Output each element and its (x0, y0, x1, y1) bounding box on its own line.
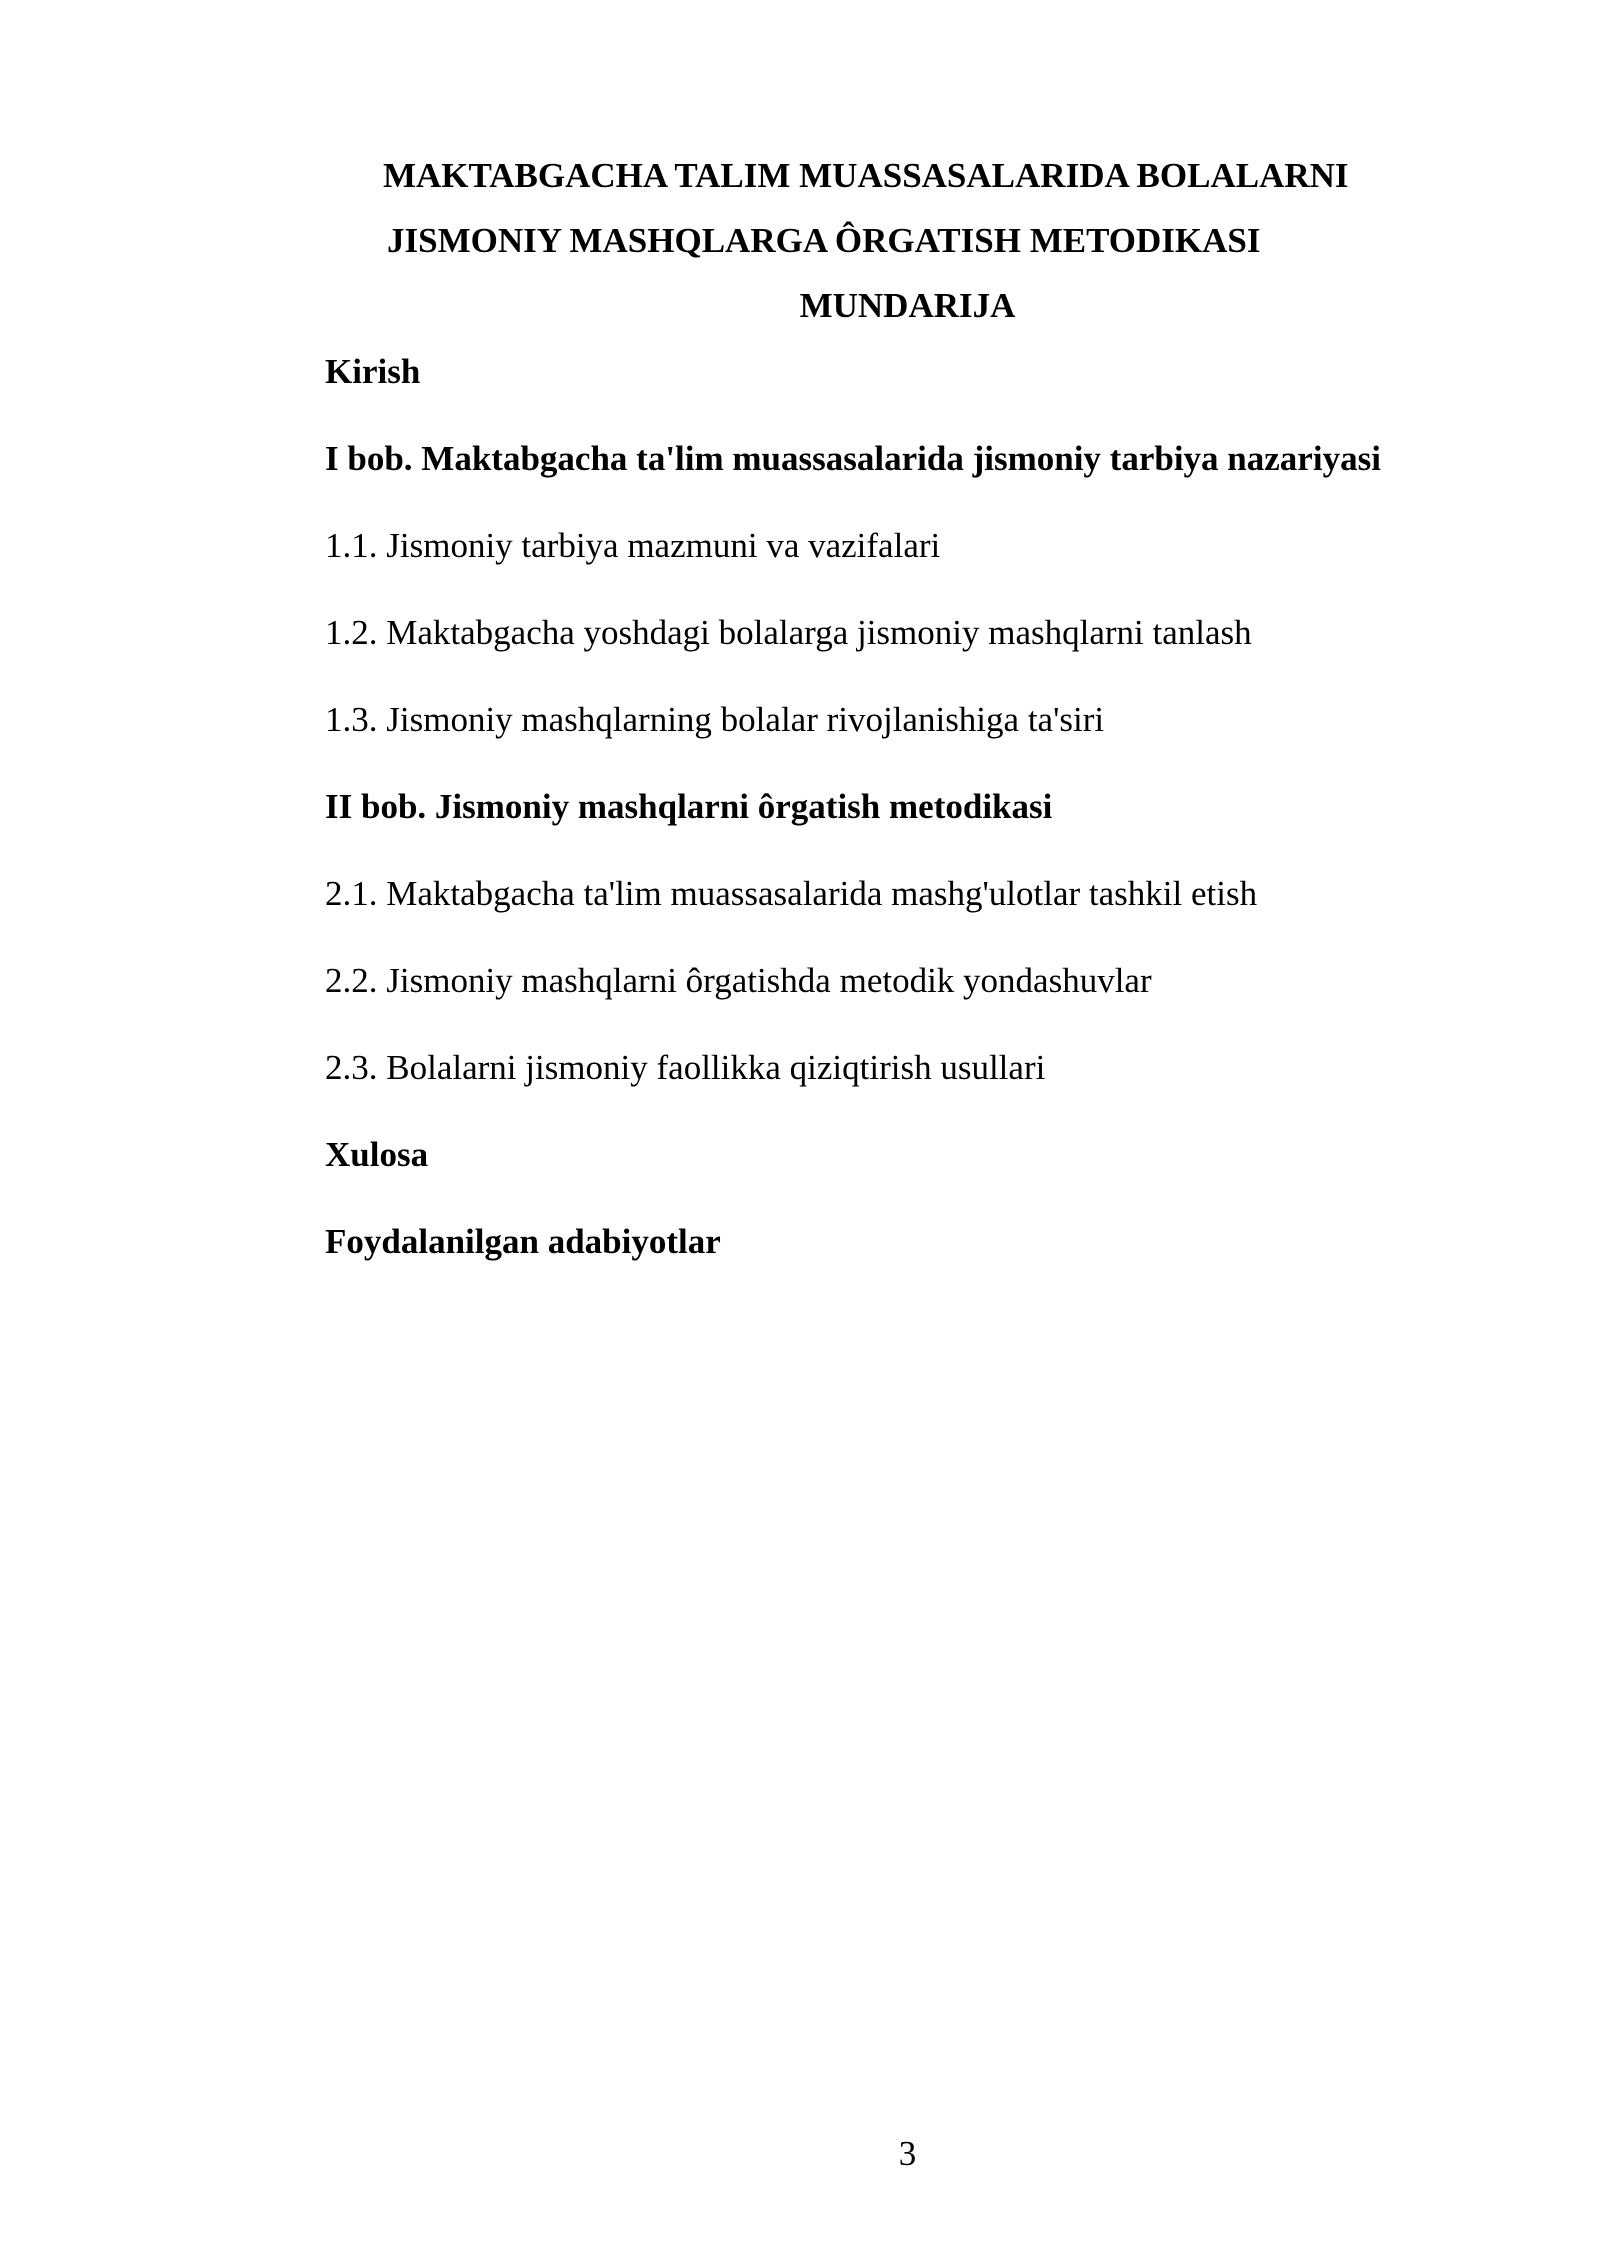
page-number: 3 (898, 2134, 917, 2173)
document-title-line-2: JISMONIY MASHQLARGA ÔRGATISH METODIKASI (387, 221, 1261, 260)
table-of-contents (325, 352, 1525, 1262)
toc-entry-conclusion: Xulosa (325, 1135, 429, 1174)
contents-heading: MUNDARIJA (799, 286, 1016, 325)
toc-entry-chapter-1: I bob. Maktabgacha ta'lim muassasalarida jismoniy tarbiya nazariyasi (325, 439, 1381, 478)
toc-entry-section-1-3: 1.3. Jismoniy mashqlarning bolalar rivojlanishiga ta'siri (325, 700, 1105, 739)
document-title-line-1: MAKTABGACHA TALIM MUASSASALARIDA BOLALARNI (383, 156, 1349, 195)
toc-entry-introduction: Kirish (325, 352, 421, 391)
toc-entry-section-1-2: 1.2. Maktabgacha yoshdagi bolalarga jismoniy mashqlarni tanlash (325, 613, 1252, 652)
toc-entry-section-2-1: 2.1. Maktabgacha ta'lim muassasalarida mashg'ulotlar tashkil etish (325, 874, 1258, 913)
toc-entry-section-2-2: 2.2. Jismoniy mashqlarni ôrgatishda metodik yondashuvlar (325, 961, 1152, 1000)
toc-entry-section-1-1: 1.1. Jismoniy tarbiya mazmuni va vazifalari (325, 526, 941, 565)
toc-entry-references: Foydalanilgan adabiyotlar (325, 1222, 721, 1261)
toc-entry-section-2-3: 2.3. Bolalarni jismoniy faollikka qiziqtirish usullari (325, 1048, 1046, 1087)
toc-entry-chapter-2: II bob. Jismoniy mashqlarni ôrgatish metodikasi (325, 787, 1053, 826)
